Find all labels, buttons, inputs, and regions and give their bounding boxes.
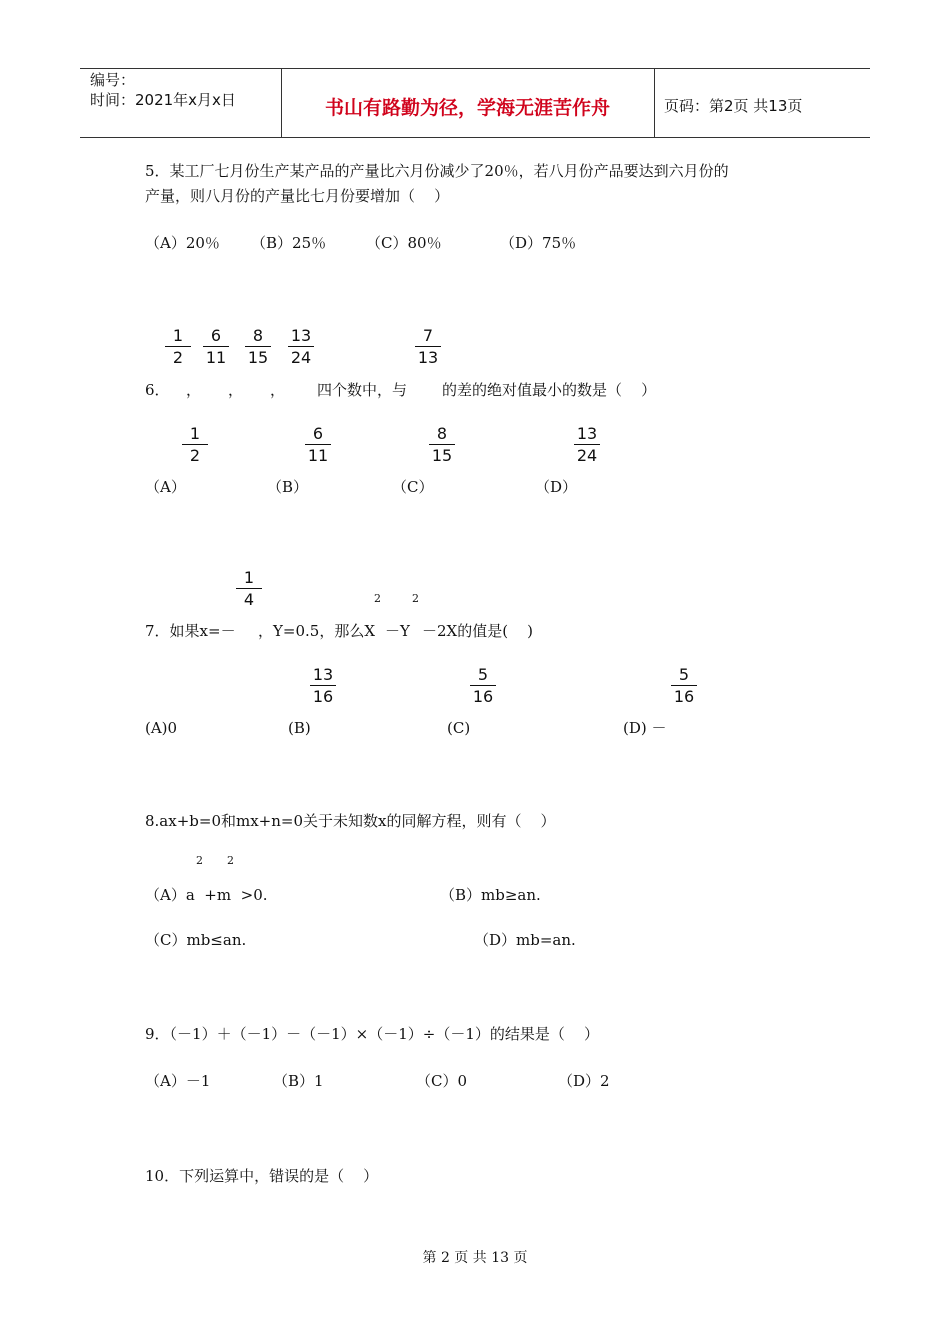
q6-option-b-fraction xyxy=(305,424,331,465)
header-motto-cell xyxy=(281,69,655,137)
fraction-numerator: 8 xyxy=(429,424,455,445)
q8-option-d: （D）mb=an. xyxy=(474,931,576,949)
fraction-numerator: 1 xyxy=(236,568,262,589)
fraction-numerator: 8 xyxy=(245,326,271,347)
fraction-denominator: 16 xyxy=(673,687,695,706)
fraction-denominator: 2 xyxy=(189,446,201,465)
q6-stem-comma: ， xyxy=(228,381,244,399)
q6-option-d: （D） xyxy=(535,478,578,496)
fraction-numerator: 13 xyxy=(288,326,314,347)
fraction-denominator: 24 xyxy=(290,348,312,367)
q9-option-c: （C）0 xyxy=(416,1072,468,1090)
fraction-denominator: 2 xyxy=(172,348,184,367)
fraction-denominator: 11 xyxy=(307,446,329,465)
q5-option-b: （B）25％ xyxy=(251,234,327,252)
fraction-numerator: 13 xyxy=(574,424,600,445)
fraction-denominator: 24 xyxy=(576,446,598,465)
fraction-numerator: 1 xyxy=(182,424,208,445)
page-header xyxy=(80,68,870,138)
q7-exponent: 2 xyxy=(374,592,381,605)
q9-stem: 9．（－1）＋（－1）－（－1）×（－1）÷（－1）的结果是（ ） xyxy=(145,1025,599,1043)
q9-option-d: （D）2 xyxy=(558,1072,610,1090)
q7-stem-part: ，Y=0.5，那么X xyxy=(258,622,376,640)
q7-option-a: (A)0 xyxy=(145,719,178,737)
page-footer: 第 2 页 共 13 页 xyxy=(422,1250,528,1266)
q6-stem-number: 6． xyxy=(145,381,170,399)
serial-label: 编号： xyxy=(90,71,136,89)
header-page-cell xyxy=(654,69,870,137)
q8-option-b: （B）mb≥an. xyxy=(440,886,541,904)
q7-option-d-fraction xyxy=(671,665,697,706)
q6-option-c-fraction xyxy=(429,424,455,465)
q6-stem-text: 的差的绝对值最小的数是（ ） xyxy=(442,381,657,399)
fraction-numerator: 6 xyxy=(203,326,229,347)
fraction-denominator: 15 xyxy=(431,446,453,465)
q7-option-b: (B) xyxy=(288,719,311,737)
time-label: 时间：2021年x月x日 xyxy=(90,91,236,109)
fraction-numerator: 6 xyxy=(305,424,331,445)
q10-stem: 10．下列运算中，错误的是（ ） xyxy=(145,1167,379,1185)
page-info: 页码：第2页 共13页 xyxy=(664,97,803,115)
fraction-numerator: 13 xyxy=(310,665,336,686)
q5-stem-line2: 产量，则八月份的产量比七月份要增加（ ） xyxy=(145,187,450,205)
q6-stem-text: 四个数中，与 xyxy=(317,381,408,399)
fraction-denominator: 16 xyxy=(312,687,334,706)
q6-option-a-fraction xyxy=(182,424,208,465)
fraction-numerator: 7 xyxy=(415,326,441,347)
fraction-denominator: 11 xyxy=(205,348,227,367)
q8-exponent: 2 xyxy=(196,854,203,867)
fraction-numerator: 5 xyxy=(671,665,697,686)
q8-stem: 8.ax+b=0和mx+n=0关于未知数x的同解方程，则有（ ） xyxy=(145,812,556,830)
q8-exponent: 2 xyxy=(227,854,234,867)
q6-stem-fraction xyxy=(288,326,314,367)
fraction-denominator: 15 xyxy=(247,348,269,367)
q5-option-c: （C）80％ xyxy=(366,234,442,252)
q5-option-d: （D）75％ xyxy=(500,234,577,252)
q6-target-fraction xyxy=(415,326,441,367)
header-info-cell xyxy=(80,69,282,137)
q7-option-c-fraction xyxy=(470,665,496,706)
q8-option-c: （C）mb≤an. xyxy=(145,931,247,949)
q7-stem-fraction xyxy=(236,568,262,609)
q6-stem-comma: ， xyxy=(186,381,202,399)
q8-option-a: （A）a +m >0. xyxy=(145,886,268,904)
fraction-numerator: 5 xyxy=(470,665,496,686)
q6-stem-fraction xyxy=(203,326,229,367)
fraction-denominator: 13 xyxy=(417,348,439,367)
fraction-denominator: 4 xyxy=(243,590,255,609)
q7-stem-part: －2X的值是( ) xyxy=(422,622,533,640)
q7-option-b-fraction xyxy=(310,665,336,706)
q7-option-c: (C) xyxy=(447,719,471,737)
q7-stem-part: 7．如果x=－ xyxy=(145,622,236,640)
q7-option-d: (D) － xyxy=(623,719,667,737)
q6-option-a: （A） xyxy=(145,478,186,496)
fraction-denominator: 16 xyxy=(472,687,494,706)
q5-stem-line1: 5．某工厂七月份生产某产品的产量比六月份减少了20％，若八月份产品要达到六月份的 xyxy=(145,162,729,180)
q7-stem-part: －Y xyxy=(385,622,410,640)
q6-option-c: （C） xyxy=(392,478,434,496)
q9-option-a: （A）－1 xyxy=(145,1072,211,1090)
q9-option-b: （B）1 xyxy=(273,1072,324,1090)
q6-stem-fraction xyxy=(165,326,191,367)
motto: 书山有路勤为径，学海无涯苦作舟 xyxy=(324,97,610,119)
q6-option-d-fraction xyxy=(574,424,600,465)
q6-stem-comma: ， xyxy=(270,381,286,399)
q5-option-a: （A）20％ xyxy=(145,234,220,252)
q6-stem-fraction xyxy=(245,326,271,367)
q6-option-b: （B） xyxy=(267,478,309,496)
q7-exponent: 2 xyxy=(412,592,419,605)
fraction-numerator: 1 xyxy=(165,326,191,347)
